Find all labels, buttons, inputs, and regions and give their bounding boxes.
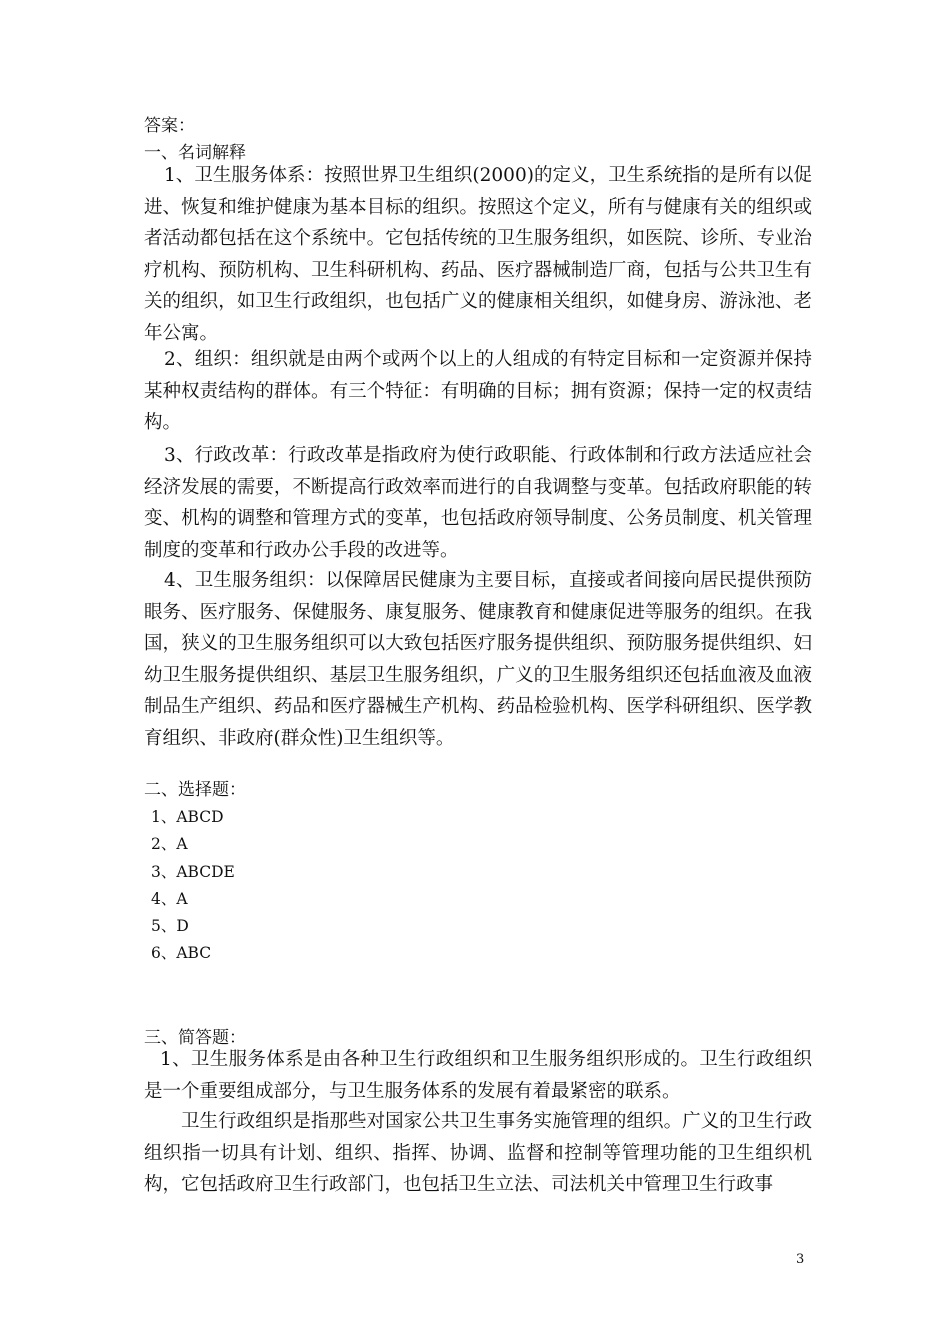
page-number: 3 bbox=[796, 1252, 805, 1267]
term-definition-3: 3、行政改革：行政改革是指政府为使行政职能、行政体制和行政方法适应社会经济发展的需要，不断提高行政效率而进行的自我调整与变革。包括政府职能的转变、机构的调整和管理方式的变革，也包括政府领导制度、公务员制度、机关管理制度的变革和行政办公手段的改进等。 bbox=[144, 445, 812, 561]
term-definition-2: 2、组织：组织就是由两个或两个以上的人组成的有特定目标和一定资源并保持某种权责结构的群体。有三个特征：有明确的目标；拥有资源；保持一定的权责结构。 bbox=[144, 349, 812, 433]
section2-title: 二、选择题： bbox=[144, 780, 246, 800]
choice-answer: 3、ABCDE bbox=[151, 862, 235, 881]
short-answer-paragraph-1: 1、卫生服务体系是由各种卫生行政组织和卫生服务组织形成的。卫生行政组织是一个重要组成部分，与卫生服务体系的发展有着最紧密的联系。 bbox=[144, 1049, 812, 1102]
choice-answer: 2、A bbox=[151, 835, 188, 854]
section3-title: 三、简答题： bbox=[144, 1028, 246, 1048]
choice-answer: 4、A bbox=[151, 889, 188, 908]
choice-answer-list bbox=[151, 804, 235, 968]
short-answer-paragraph-2: 卫生行政组织是指那些对国家公共卫生事务实施管理的组织。广义的卫生行政组织指一切具有计划、组织、指挥、协调、监督和控制等管理功能的卫生组织机构，它包括政府卫生行政部门，也包括卫生立法、司法机关中管理卫生行政事 bbox=[144, 1111, 812, 1195]
section1-title: 一、名词解释 bbox=[144, 143, 246, 163]
answer-heading: 答案： bbox=[144, 116, 195, 136]
term-definition-4: 4、卫生服务组织：以保障居民健康为主要目标，直接或者间接向居民提供预防眼务、医疗服务、保健服务、康复服务、健康教育和健康促进等服务的组织。在我国，狭义的卫生服务组织可以大致包括医疗服务提供组织、预防服务提供组织、妇幼卫生服务提供组织、基层卫生服务组织，广义的卫生服务组织还包括血液及血液制品生产组织、药品和医疗器械生产机构、药品检验机构、医学科研组织、医学教育组织、非政府(群众性)卫生组织等。 bbox=[144, 570, 812, 749]
choice-answer: 1、ABCD bbox=[151, 808, 224, 826]
choice-answer: 6、ABC bbox=[151, 944, 212, 963]
choice-answer: 5、D bbox=[151, 917, 189, 936]
term-definition-1: 1、卫生服务体系：按照世界卫生组织(2000)的定义，卫生系统指的是所有以促进、恢复和维护健康为基本目标的组织。按照这个定义，所有与健康有关的组织或者活动都包括在这个系统中。它包括传统的卫生服务组织，如医院、诊所、专业治疗机构、预防机构、卫生科研机构、药品、医疗器械制造厂商，包括与公共卫生有关的组织，如卫生行政组织，也包括广义的健康相关组织，如健身房、游泳池、老年公寓。 bbox=[144, 165, 812, 344]
